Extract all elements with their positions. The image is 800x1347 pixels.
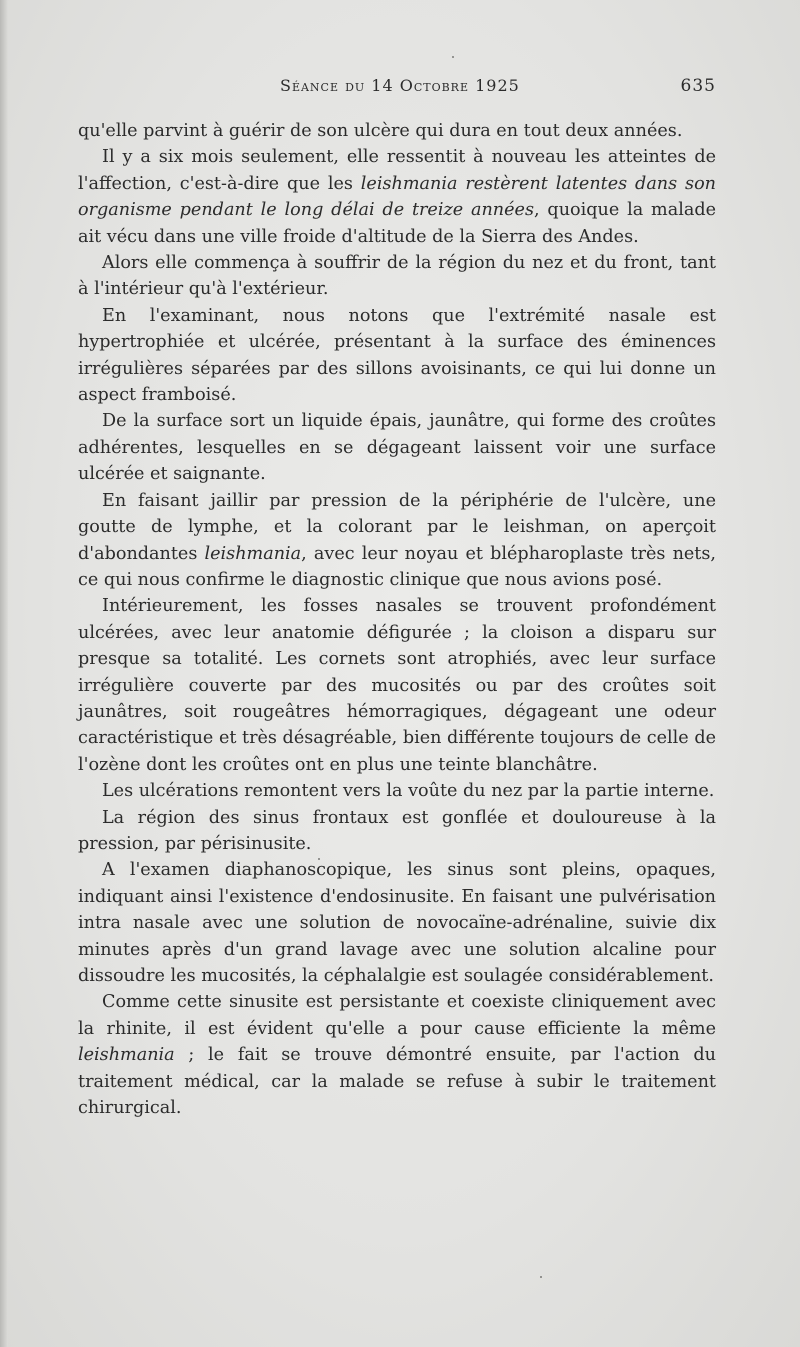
body-text [78,118,716,1121]
page-header [280,76,720,98]
paragraph-5: De la surface sort un liquide épais, jaunâtre, qui forme des croûtes adhérentes, lesquelles en se dégageant laissent voir une surface ulcérée et saignante. [78,411,716,485]
running-title: Séance du 14 Octobre 1925 [280,76,520,95]
paper-speck [540,1276,542,1278]
italic-term: leishmania [78,1045,175,1066]
paragraph-3: Alors elle commença à souffrir de la région du nez et du front, tant à l'intérieur qu'à l'extérieur. [78,253,716,300]
italic-phrase: leishmania restèrent latentes dans son organisme pendant le long délai de treize années [78,173,716,221]
paragraph-10: A l'examen diaphanoscopique, les sinus sont pleins, opaques, indiquant ainsi l'existence d'endosinusite. En faisant une pulvérisation intra nasale avec une solution de novocaïne-adrénaline, suivie dix minutes après d'un grand lavage avec une solution alcaline pour dissoudre les mucosités, la céphalalgie est soulagée considérablement. [78,860,716,986]
paragraph-6-start: En faisant jaillir par pression de la périphérie de l'ulcère, une goutte de lymphe, et la colorant par le leishman, on aperçoit d'abondantes [78,490,716,564]
italic-term: leishmania [204,543,302,564]
page-edge-shadow [0,0,8,1347]
paragraph-6 [78,488,716,594]
paragraph-6-end: , avec leur noyau et blépharoplaste très nets, ce qui nous confirme le diagnostic clinique que nous avions posé. [78,543,716,590]
paragraph-11 [78,989,716,1121]
paragraph-9: La région des sinus frontaux est gonflée et douloureuse à la pression, par périsinusite. [78,807,716,854]
paragraph-8: Les ulcérations remontent vers la voûte du nez par la partie interne. [102,781,715,802]
paragraph-1: qu'elle parvint à guérir de son ulcère qui dura en tout deux années. [78,121,683,141]
paragraph-11-end: ; le fait se trouve démontré ensuite, par l'action du traitement médical, car la malade se refuse à subir le traitement chirurgical. [78,1045,716,1119]
page-number: 635 [680,76,716,96]
paper-speck [452,56,454,58]
paragraph-2 [78,144,716,250]
paragraph-11-start: Comme cette sinusite est persistante et coexiste cliniquement avec la rhinite, il est évident qu'elle a pour cause efficiente la même [78,992,716,1039]
paragraph-7: Intérieurement, les fosses nasales se trouvent profondément ulcérées, avec leur anatomie défigurée ; la cloison a disparu sur presque sa totalité. Les cornets sont atrophiés, avec leur surface irrégulière couverte par des mucosités ou par des croûtes soit jaunâtres, soit rougeâtres hémorragiques, dégageant une odeur caractéristique et très désagréable, bien différente toujours de celle de l'ozène dont les croûtes ont en plus une teinte blanchâtre. [78,596,716,775]
paragraph-2-end: , quoique la malade ait vécu dans une ville froide d'altitude de la Sierra des Andes. [78,200,716,247]
paragraph-4: En l'examinant, nous notons que l'extrémité nasale est hypertrophiée et ulcérée, présentant à la surface des éminences irrégulières séparées par des sillons avoisinants, ce qui lui donne un aspect framboisé. [78,305,716,406]
paper-speck [318,858,320,860]
paragraph-2-start: Il y a six mois seulement, elle ressentit à nouveau les atteintes de l'affection, c'est-à-dire que les [78,147,716,194]
